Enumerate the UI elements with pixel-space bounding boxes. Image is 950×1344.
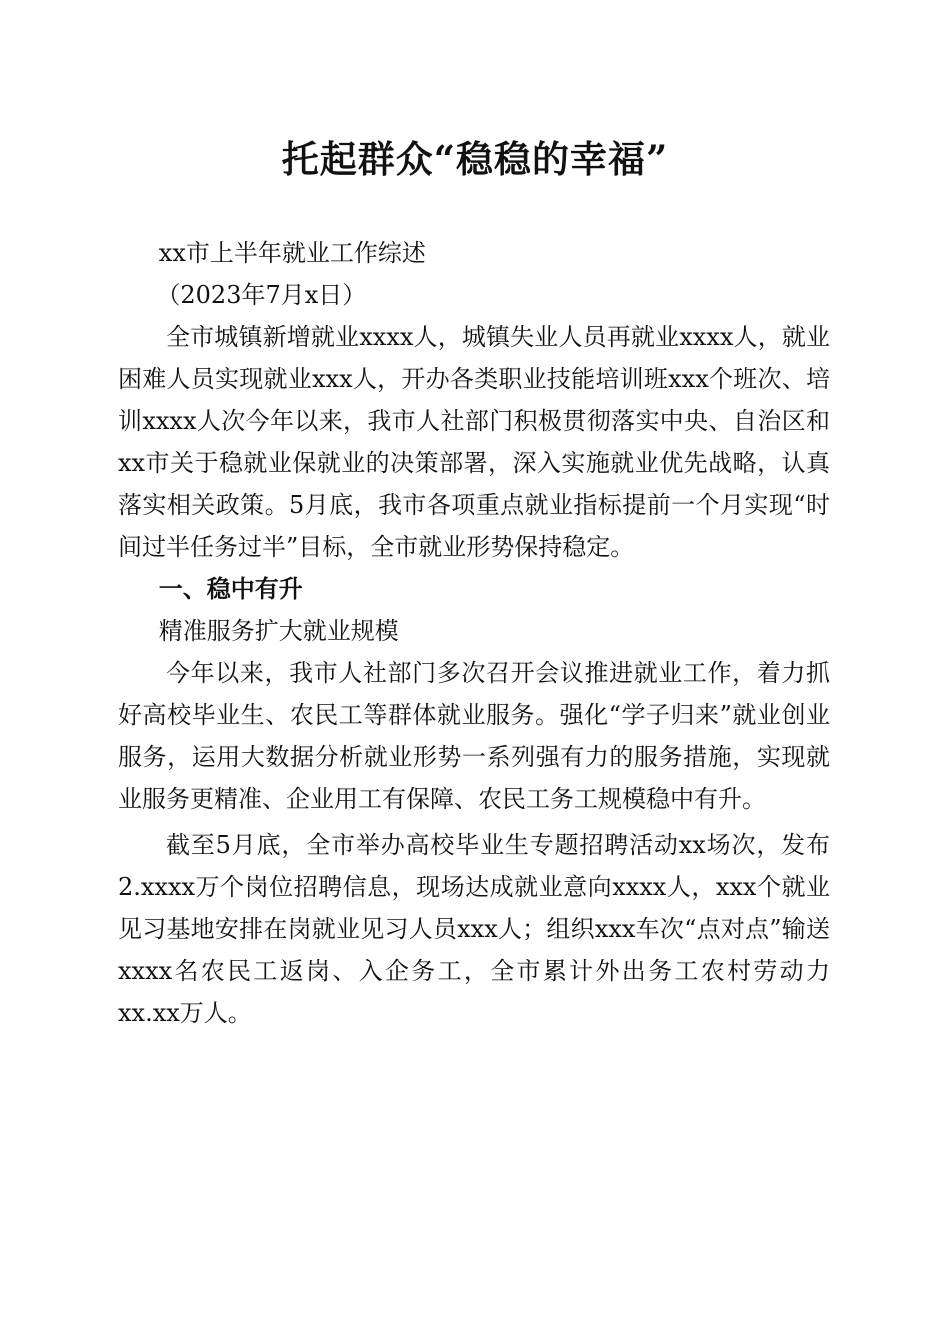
section-paragraph-2: 截至5月底，全市举办高校毕业生专题招聘活动xx场次，发布2.xxxx万个岗位招聘信息，现场达成就业意向xxxx人，xxx个就业见习基地安排在岗就业见习人员xxx人；组织xxx车次“点对点”输送xxxx名农民工返岗、入企务工，全市累计外出务工农村劳动力xx.xx万人。 (118, 831, 830, 1027)
document-subtitle: xx市上半年就业工作综述 (158, 239, 426, 267)
document-body (118, 232, 830, 1034)
document-date: （2023年7月x日） (156, 281, 367, 309)
section-subheading: 精准服务扩大就业规模 (158, 617, 399, 645)
section-paragraph-1: 今年以来，我市人社部门多次召开会议推进就业工作，着力抓好高校毕业生、农民工等群体就业服务。强化“学子归来”就业创业服务，运用大数据分析就业形势一系列强有力的服务措施，实现就业服务更精准、企业用工有保障、农民工务工规模稳中有升。 (118, 659, 830, 813)
section-heading: 一、稳中有升 (158, 575, 303, 603)
intro-paragraph: 全市城镇新增就业xxxx人，城镇失业人员再就业xxxx人，就业困难人员实现就业xxx人，开办各类职业技能培训班xxx个班次、培训xxxx人次今年以来，我市人社部门积极贯彻落实中央、自治区和xx市关于稳就业保就业的决策部署，深入实施就业优先战略，认真落实相关政策。5月底，我市各项重点就业指标提前一个月实现“时间过半任务过半”目标，全市就业形势保持稳定。 (118, 323, 830, 561)
document-title: 托起群众“稳稳的幸福” (281, 137, 669, 181)
